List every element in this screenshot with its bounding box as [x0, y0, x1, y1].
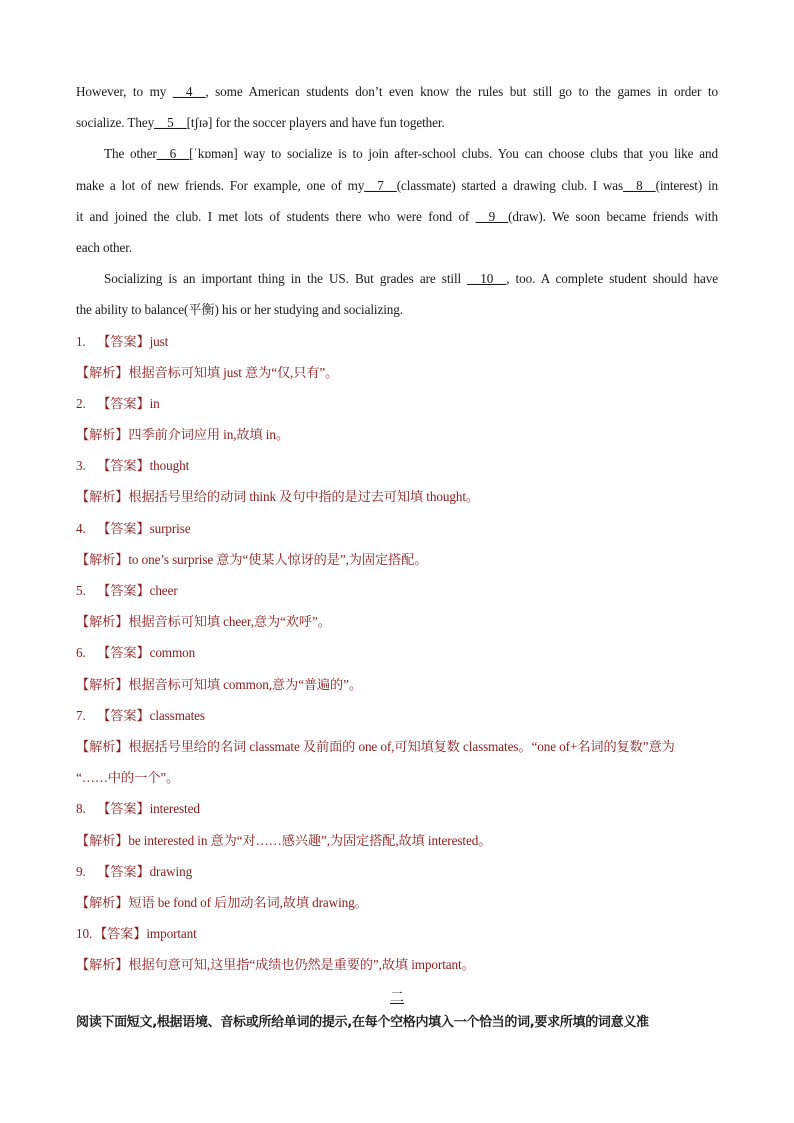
explanation-line: [76, 544, 718, 575]
passage-line: [76, 107, 718, 138]
passage-text: it and joined the club. I met lots of students there who were fond of: [76, 208, 476, 224]
explanation-tag: 【解析】: [76, 364, 129, 380]
explanation-tag: 【解析】: [76, 614, 129, 630]
passage-text: the ability to balance(平衡) his or her studying and socializing.: [76, 302, 403, 318]
answer-tag: 【答案】: [97, 458, 150, 474]
explanation-line: [76, 762, 718, 793]
passage-line: [76, 170, 718, 201]
answer-number: 2.: [76, 395, 86, 411]
answer-tag: 【答案】: [97, 520, 150, 536]
answer-number: 8.: [76, 801, 86, 817]
answer-value: common: [149, 645, 196, 661]
answer-number: 6.: [76, 645, 86, 661]
answer-line: [76, 513, 718, 544]
answer-value: classmates: [149, 707, 205, 723]
answer-tag: 【答案】: [97, 707, 150, 723]
explanation-tag: 【解析】: [76, 489, 129, 505]
answer-value: in: [149, 395, 160, 411]
answer-number: 10.: [76, 926, 93, 942]
blank-7: __7__: [364, 177, 397, 193]
explanation-text: to one’s surprise 意为“使某人惊讶的是”,为固定搭配。: [128, 551, 428, 567]
explanation-text: 根据音标可知填 cheer,意为“欢呼”。: [128, 614, 331, 630]
passage-text: , too. A complete student should have: [506, 271, 718, 287]
answer-number: 4.: [76, 520, 86, 536]
answer-line: [76, 793, 718, 824]
explanation-text: 根据句意可知,这里指“成绩也仍然是重要的”,故填 important。: [128, 957, 475, 973]
document-page: [76, 76, 718, 1036]
passage-text: However, to my: [76, 84, 173, 99]
explanation-line: [76, 949, 718, 980]
passage-text: each other.: [76, 239, 133, 255]
answer-tag: 【答案】: [97, 333, 150, 349]
explanation-line: [76, 669, 718, 700]
answer-number: 3.: [76, 458, 86, 474]
passage-text: socialize. They: [76, 115, 155, 131]
passage-text: (draw). We soon became friends with: [508, 208, 718, 224]
answer-value: drawing: [149, 863, 193, 879]
answer-tag: 【答案】: [97, 863, 150, 879]
blank-4: __4__: [172, 84, 206, 99]
answer-value: surprise: [149, 520, 191, 536]
passage-text: make a lot of new friends. For example, one of my: [76, 177, 365, 193]
explanation-line: [76, 606, 718, 637]
blank-6: __6__: [156, 146, 190, 162]
answer-value: just: [149, 333, 169, 349]
passage-text: The other: [104, 146, 157, 162]
answer-line: [76, 450, 718, 481]
explanation-line: [76, 825, 718, 856]
passage-text: Socializing is an important thing in the US. But grades are still: [104, 271, 468, 287]
blank-9: __9__: [475, 208, 509, 224]
answer-line: [76, 856, 718, 887]
passage-text: , some American students don’t even know the rules but still go to the games in order to: [205, 84, 718, 99]
answer-tag: 【答案】: [97, 583, 150, 598]
explanation-tag: 【解析】: [76, 676, 129, 692]
answer-line: [76, 388, 718, 419]
passage-line: [76, 232, 718, 263]
passage-line: [76, 201, 718, 232]
explanation-text: 四季前介词应用 in,故填 in。: [128, 427, 289, 443]
answer-tag: 【答案】: [94, 926, 147, 942]
explanation-text: 根据音标可知填 just 意为“仅,只有”。: [128, 364, 339, 380]
answer-line: [76, 637, 718, 668]
answer-value: interested: [149, 801, 200, 817]
passage-text: (interest) in: [655, 177, 718, 193]
explanation-text: 根据括号里给的名词 classmate 及前面的 one of,可知填复数 classmates。“one of+名词的复数”意为: [128, 738, 675, 754]
passage: [76, 76, 718, 326]
explanation-line: [76, 419, 718, 450]
answer-value: cheer: [149, 583, 178, 598]
explanation-tag: 【解析】: [76, 957, 129, 973]
passage-text: [ˈkɒmən] way to socialize is to join after-school clubs. You can choose clubs that you like and: [189, 146, 719, 162]
blank-5: __5__: [154, 115, 187, 131]
answer-line: [76, 700, 718, 731]
section-instruction: 阅读下面短文,根据语境、音标或所给单词的提示,在每个空格内填入一个恰当的词,要求所填的词意义准: [76, 1015, 649, 1031]
answer-number: 9.: [76, 863, 86, 879]
answer-number: 5.: [76, 583, 86, 598]
passage-text: (classmate) started a drawing club. I was: [396, 177, 624, 193]
answer-value: important: [146, 926, 197, 942]
answer-line: [76, 918, 718, 949]
explanation-line: [76, 731, 718, 762]
answer-number: 1.: [76, 333, 86, 349]
blank-8: __8__: [623, 177, 656, 193]
explanation-text: 根据括号里给的动词 think 及句中指的是过去可知填 thought。: [128, 489, 479, 505]
explanation-text: “……中的一个”。: [76, 770, 180, 786]
answer-number: 7.: [76, 707, 86, 723]
explanation-text: be interested in 意为“对……感兴趣”,为固定搭配,故填 interested。: [128, 832, 492, 848]
answer-tag: 【答案】: [97, 645, 150, 661]
passage-line: [76, 76, 718, 107]
explanation-tag: 【解析】: [76, 894, 129, 910]
passage-text: [tʃɪə] for the soccer players and have fun together.: [186, 115, 445, 131]
explanation-tag: 【解析】: [76, 738, 129, 754]
explanation-tag: 【解析】: [76, 427, 129, 443]
blank-10: __10__: [467, 271, 507, 287]
explanation-text: 根据音标可知填 common,意为“普遍的”。: [128, 676, 362, 692]
explanation-line: [76, 887, 718, 918]
passage-line: [76, 138, 718, 169]
passage-line: [76, 263, 718, 294]
explanation-text: 短语 be fond of 后加动名词,故填 drawing。: [128, 894, 368, 910]
answer-line: [76, 326, 718, 357]
answer-tag: 【答案】: [97, 395, 150, 411]
passage-line: [76, 294, 718, 325]
explanation-line: [76, 357, 718, 388]
answer-value: thought: [149, 458, 190, 474]
explanation-tag: 【解析】: [76, 832, 129, 848]
section-number: 二: [390, 990, 404, 1007]
explanation-line: [76, 481, 718, 512]
explanation-tag: 【解析】: [76, 551, 129, 567]
answer-line: [76, 575, 718, 606]
answer-tag: 【答案】: [97, 801, 150, 817]
answer-list: [76, 326, 718, 981]
